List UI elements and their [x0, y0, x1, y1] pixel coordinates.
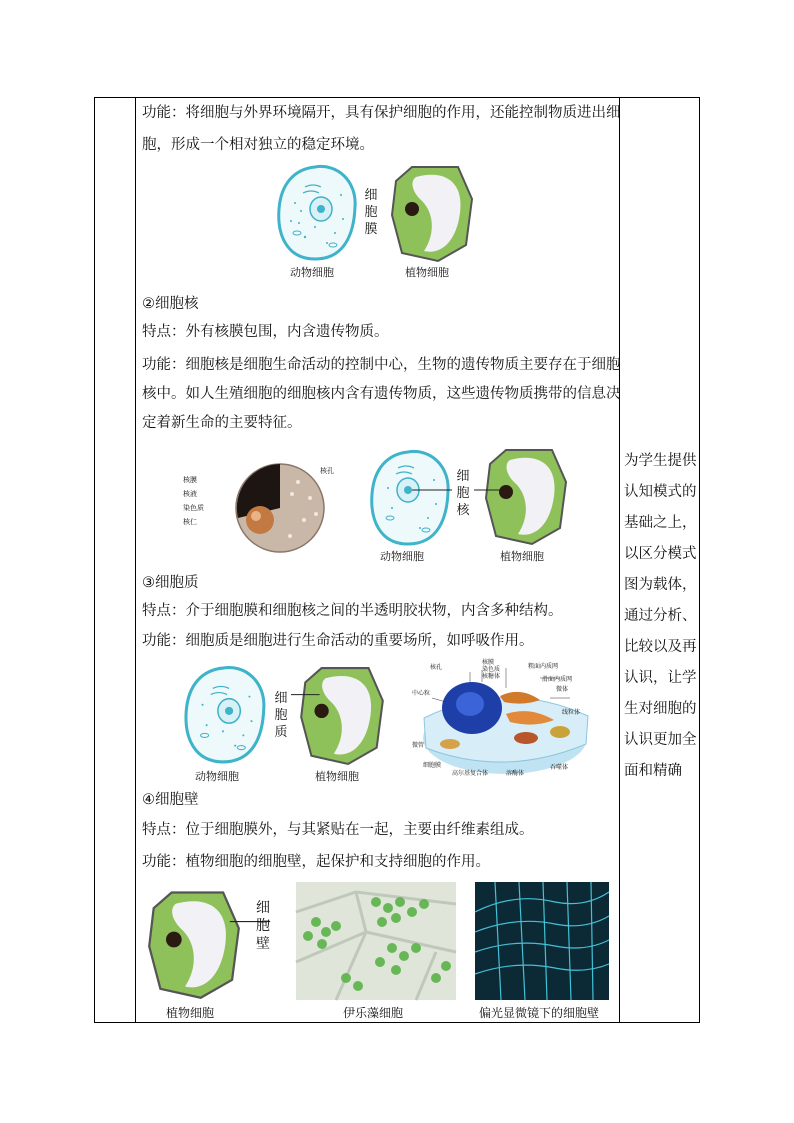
fig4-caption-polarized: 偏光显微镜下的细胞壁 [479, 1006, 600, 1020]
fig1-membrane-label: 细 胞 膜 [364, 188, 378, 237]
diagram-label-mitochondrion: 线粒体 [562, 709, 581, 716]
nucleus-function-line3: 定着新生命的主要特征。 [142, 415, 302, 431]
diagram-label-golgi: 高尔基复合体 [452, 770, 489, 777]
fig1-plant-cell-icon [390, 163, 474, 263]
fig3-caption-animal: 动物细胞 [195, 770, 239, 783]
fig1-caption-animal: 动物细胞 [290, 266, 334, 279]
diagram-label-phagosome: 吞噬体 [550, 764, 569, 771]
diagram-label-microtubule: 微管 [412, 742, 425, 749]
label-nuclear-sap: 核液 [183, 490, 197, 498]
cytoplasm-function: 功能：细胞质是细胞进行生命活动的重要场所，如呼吸作用。 [142, 633, 534, 649]
fig2-nucleus-label: 细 胞 核 [456, 469, 470, 518]
label-nuclear-pore: 核孔 [320, 467, 334, 475]
fig3-caption-plant: 植物细胞 [315, 770, 359, 783]
diagram-label-cell-membrane: 细胞膜 [423, 762, 442, 769]
polarized-cell-wall-micrograph [475, 882, 609, 1000]
fig4-caption-elodea: 伊乐藻细胞 [343, 1006, 404, 1020]
teaching-note-line: 通过分析、 [624, 608, 697, 624]
wall-heading: ④细胞壁 [142, 792, 199, 808]
teaching-note-line: 以区分模式 [624, 546, 697, 562]
wall-function: 功能：植物细胞的细胞壁，起保护和支持细胞的作用。 [142, 854, 490, 870]
fig3-plant-cell-icon [298, 664, 386, 766]
label-nucleolus: 核仁 [183, 518, 197, 526]
nucleus-heading: ②细胞核 [142, 296, 199, 312]
teaching-note-line: 为学生提供 [624, 453, 697, 469]
diagram-label-centriole: 中心粒 [412, 690, 431, 697]
teaching-note-line: 生对细胞的 [624, 701, 697, 717]
fig1-caption-plant: 植物细胞 [405, 266, 449, 279]
fig2-caption-animal: 动物细胞 [380, 550, 424, 563]
teaching-note-line: 面和精确 [624, 763, 682, 779]
diagram-label-lysosome: 溶酶体 [506, 770, 525, 777]
diagram-label-nuclear-pore: 核孔 [430, 664, 443, 671]
column-divider-left [135, 98, 136, 1022]
cytoplasm-feature: 特点：介于细胞膜和细胞核之间的半透明胶状物，内含多种结构。 [142, 603, 563, 619]
fig3-animal-cell-icon [180, 664, 270, 766]
cytoplasm-heading: ③细胞质 [142, 575, 199, 591]
fig1-animal-cell-icon [275, 163, 359, 263]
column-divider-right [619, 98, 620, 1022]
teaching-note-line: 基础之上， [624, 515, 697, 531]
diagram-label-nuclear-envelope: 核膜 [482, 659, 495, 666]
diagram-label-smooth-er: 滑面内质网 [542, 676, 573, 683]
nucleus-function-line1: 功能：细胞核是细胞生命活动的控制中心，生物的遗传物质主要存在于细胞 [142, 357, 621, 373]
elodea-cells-micrograph [296, 882, 456, 1000]
membrane-function-line1: 功能：将细胞与外界环境隔开，具有保护细胞的作用，还能控制物质进出细 [142, 105, 621, 121]
diagram-label-rough-er: 粗面内质网 [528, 663, 559, 670]
teaching-note-line: 认识更加全 [624, 732, 697, 748]
label-chromatin: 染色质 [183, 504, 204, 512]
teaching-note-line: 认知模式的 [624, 484, 697, 500]
teaching-note [624, 446, 696, 787]
fig4-plant-cell-icon [146, 888, 242, 1000]
teaching-note-line: 图为载体， [624, 577, 697, 593]
fig3-cytoplasm-label: 细 胞 质 [274, 691, 288, 740]
fig4-caption-plant: 植物细胞 [166, 1006, 215, 1020]
wall-feature: 特点：位于细胞膜外，与其紧贴在一起，主要由纤维素组成。 [142, 822, 534, 838]
diagram-label-microbody: 微体 [556, 686, 569, 693]
fig2-caption-plant: 植物细胞 [500, 550, 544, 563]
teaching-note-line: 认识，让学 [624, 670, 697, 686]
label-nuclear-envelope: 核膜 [183, 476, 197, 484]
membrane-function-line2: 胞，形成一个相对独立的稳定环境。 [142, 137, 374, 153]
diagram-label-ribosome: 核糖体 [482, 673, 501, 680]
teaching-note-line: 比较以及再 [624, 639, 697, 655]
fig2-animal-cell-icon [368, 448, 452, 548]
nucleus-feature: 特点：外有核膜包围，内含遗传物质。 [142, 324, 389, 340]
nucleus-function-line2: 核中。如人生殖细胞的细胞核内含有遗传物质，这些遗传物质携带的信息决 [142, 386, 621, 402]
fig2-plant-cell-icon [484, 446, 568, 546]
fig4-wall-label: 细 胞 壁 [256, 900, 270, 952]
diagram-label-chromatin: 染色质 [482, 666, 501, 673]
